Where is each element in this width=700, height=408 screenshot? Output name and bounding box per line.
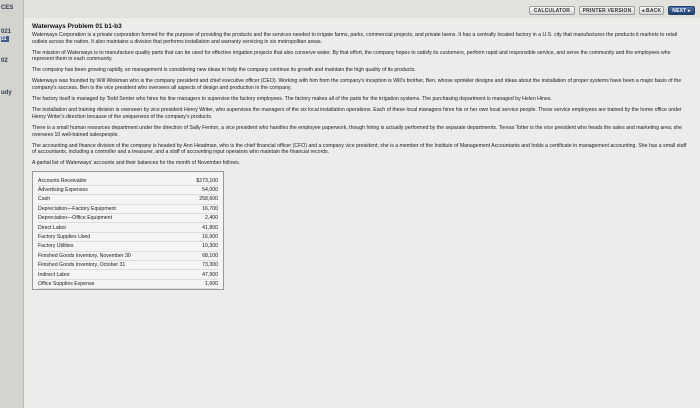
account-amount: 41,800 <box>202 224 218 231</box>
account-name: Office Supplies Expense <box>38 280 95 287</box>
table-row <box>38 223 218 232</box>
account-name: Depreciation—Factory Equipment <box>38 205 116 212</box>
problem-title: Waterways Problem 01 b1-b3 <box>32 23 122 30</box>
account-amount: 73,300 <box>202 262 218 269</box>
printer-version-button[interactable]: PRINTER VERSION <box>579 6 635 15</box>
account-name: Factory Utilities <box>38 243 74 250</box>
sidebar-item-1[interactable]: CES <box>1 5 14 11</box>
account-amount: 10,300 <box>202 243 218 250</box>
accounts-table <box>32 171 224 290</box>
account-amount: 2,400 <box>205 215 218 222</box>
paragraph-overview: Waterways Corporation is a private corporation formed for the purpose of providing the products and the services needed to irrigate farms, parks, commercial projects, and private lawns. It has a centrally located factory in a U.S. city that manufactures the products it markets to retail outlets across the nation. It also maintains a division that performs installation and warranty servicing in six metropolitan areas. <box>32 32 678 45</box>
sidebar-item-3[interactable]: 31 <box>1 36 7 42</box>
account-name: Advertising Expenses <box>38 186 88 193</box>
account-amount: 258,600 <box>199 196 218 203</box>
account-amount: 54,000 <box>202 186 218 193</box>
table-row <box>38 205 218 214</box>
account-amount: 16,700 <box>202 205 218 212</box>
account-name: Finished Goods Inventory, October 31 <box>38 262 126 269</box>
paragraph-factory: The factory itself is managed by Todd Senter who hires his line managers to supervise the factory employees. The factory makes all of the parts for the irrigation systems. The purchasing department is managed by Helen Hines. <box>32 96 552 103</box>
calculator-button[interactable]: CALCULATOR <box>529 6 575 15</box>
table-row <box>38 186 218 195</box>
table-row <box>38 280 218 289</box>
table-row <box>38 214 218 223</box>
account-name: Depreciation—Office Equipment <box>38 215 113 222</box>
paragraph-founders: Waterways was founded by Will Winkman who is the company president and chief executive officer (CEO). Working with him from the company's inception is Will's brother, Ben, whose sprinkler designs and ideas about the installation of proper systems have been a major basis of the company's success. Ben is the vice president who oversees all aspects of design and production in the company. <box>32 78 682 92</box>
account-amount: $273,100 <box>196 177 218 184</box>
back-button[interactable]: ◂ BACK <box>639 6 664 15</box>
paragraph-growth: The company has been growing rapidly, so management is considering new ideas to help the company continue its growth and maintain the high quality of its products. <box>32 67 416 74</box>
paragraph-accounting: The accounting and finance division of the company is headed by Ann Headman, who is the chief financial officer (CFO) and a company vice president; she is a member of the Institute of Management Accountants and holds a certificate in management accounting. She has a small staff of accountants, including a controller and a treasurer, and a staff of accounting input operators who maintain the financial records. <box>32 142 687 156</box>
table-row <box>38 252 218 261</box>
table-row <box>38 270 218 279</box>
account-name: Cash <box>38 196 51 203</box>
account-amount: 47,900 <box>202 271 218 278</box>
account-name: Accounts Receivable <box>38 177 87 184</box>
table-row <box>38 176 218 185</box>
account-amount: 16,900 <box>202 233 218 240</box>
account-name: Indirect Labor <box>38 271 70 278</box>
account-name: Direct Labor <box>38 224 67 231</box>
table-row <box>38 195 218 204</box>
left-sidebar <box>0 0 24 408</box>
account-name: Factory Supplies Used <box>38 233 91 240</box>
table-row <box>38 261 218 270</box>
account-amount: 1,600 <box>205 280 218 287</box>
table-row <box>38 242 218 251</box>
paragraph-accounts-intro: A partial list of Waterways' accounts and their balances for the month of November follows. <box>32 160 241 167</box>
sidebar-item-5[interactable]: udy <box>1 90 12 96</box>
paragraph-installation: The installation and training division is overseen by vice president Henry Writer, who supervises the managers of the six local installation operations. Each of these local managers hires his or her own local service people. These service employees are trained by the home office under Henry Writer's direction because of the uniqueness of the company's products. <box>32 107 682 120</box>
problem-content <box>24 18 700 408</box>
top-toolbar <box>24 0 700 18</box>
paragraph-hr-sales: There is a small human resources department under the direction of Sally Fenton, a vice president who handles the employee paperwork, though hiring is actually performed by the separate departments. Teresa Totter is the vice president who heads the sales and marketing area; she oversees 10 well-trained salespeople. <box>32 124 683 138</box>
next-button[interactable]: NEXT ▸ <box>668 6 695 15</box>
account-name: Finished Goods Inventory, November 30 <box>38 252 131 259</box>
account-amount: 68,100 <box>202 252 218 259</box>
sidebar-item-4[interactable]: 02 <box>1 58 8 64</box>
table-row <box>38 233 218 242</box>
sidebar-item-2[interactable]: 021 <box>1 29 12 35</box>
paragraph-mission: The mission of Waterways is to manufacture quality parts that can be used for effective irrigation projects that also conserve water. By that effort, the company hopes to satisfy its customers, perform rapid and responsible service, and serve the community and the employees who represent them in each community. <box>32 49 671 63</box>
